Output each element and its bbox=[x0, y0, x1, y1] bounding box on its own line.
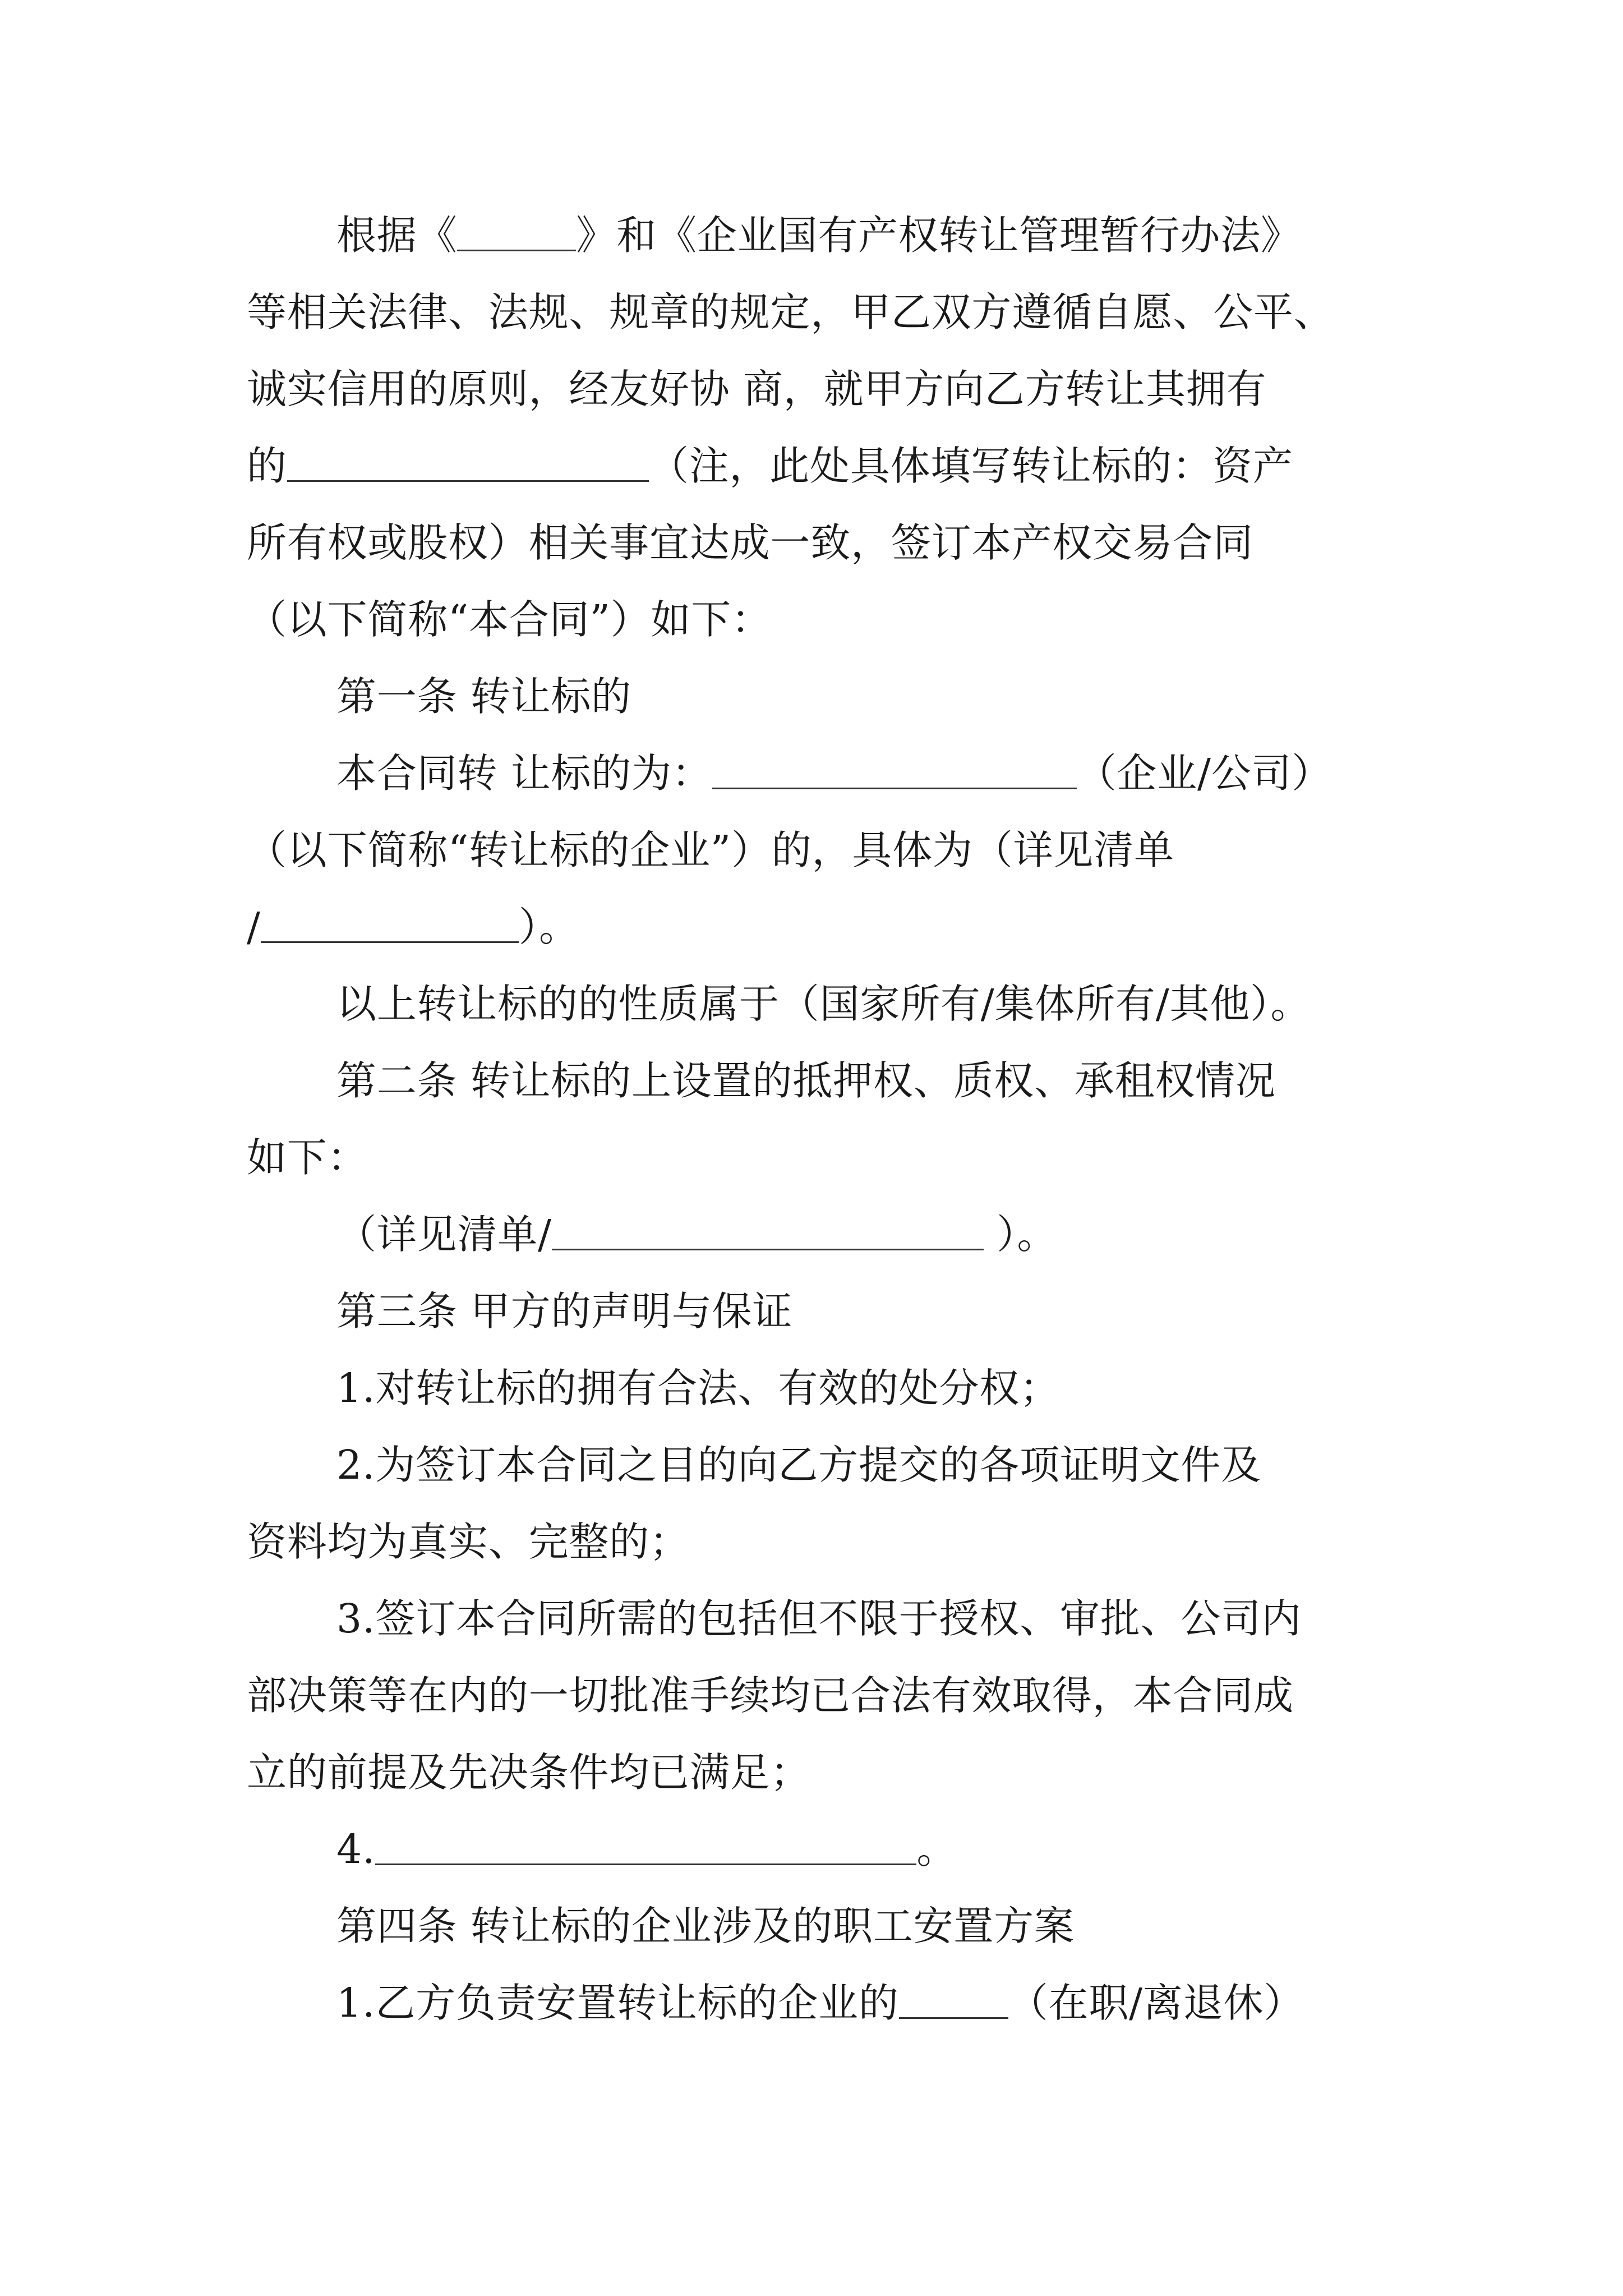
text-segment: （在职/离退休） bbox=[1008, 1980, 1304, 2026]
blank-underline bbox=[712, 753, 1077, 789]
paragraph-line bbox=[247, 902, 579, 953]
blank-underline bbox=[899, 1982, 1008, 2019]
paragraph-line bbox=[336, 1594, 1302, 1644]
text-segment: 所有权或股权）相关事宜达成一致，签订本产权交易合同 bbox=[247, 519, 1254, 566]
paragraph-line bbox=[336, 979, 1311, 1029]
blank-underline bbox=[287, 445, 649, 482]
text-segment: 资料均为真实、完整的； bbox=[247, 1519, 690, 1565]
paragraph-line bbox=[247, 1671, 1294, 1721]
text-segment: 1.对转让标的拥有合法、有效的处分权； bbox=[336, 1365, 1060, 1411]
text-segment: 2.为签订本合同之目的向乙方提交的各项证明文件及 bbox=[336, 1442, 1261, 1488]
paragraph-line bbox=[247, 1133, 367, 1183]
paragraph-line bbox=[336, 210, 1301, 261]
text-segment: 》和《企业国有产权转让管理暂行办法》 bbox=[576, 212, 1301, 259]
text-segment: 如下： bbox=[247, 1134, 368, 1181]
text-segment: 诚实信用的原则，经友好协 商，就甲方向乙方转让其拥有 bbox=[247, 366, 1267, 412]
paragraph-line bbox=[336, 748, 1332, 799]
text-segment: （以下简称“转让标的企业”）的，具体为（详见清单 bbox=[247, 827, 1174, 873]
text-segment: 4. bbox=[336, 1826, 376, 1872]
blank-underline bbox=[552, 1214, 984, 1250]
paragraph-line bbox=[247, 518, 1253, 568]
paragraph-line bbox=[336, 1978, 1304, 2028]
paragraph-line bbox=[247, 595, 772, 645]
text-segment: 的 bbox=[247, 443, 287, 489]
paragraph-line bbox=[336, 1824, 957, 1875]
section-heading bbox=[336, 1056, 1276, 1106]
text-segment: （企业/公司） bbox=[1076, 750, 1332, 797]
text-segment: 第一条 转让标的 bbox=[336, 673, 631, 720]
text-segment: （注，此处具体填写转让标的：资产 bbox=[648, 443, 1293, 489]
text-segment: 部决策等在内的一切批准手续均已合法有效取得，本合同成 bbox=[247, 1672, 1294, 1719]
paragraph-line bbox=[247, 287, 1334, 338]
text-segment: 根据《 bbox=[336, 212, 458, 259]
section-heading bbox=[336, 1286, 792, 1337]
text-segment: （以下简称“本合同”）如下： bbox=[247, 596, 772, 643]
text-segment: 以上转让标的的性质属于（国家所有/集体所有/其他）。 bbox=[336, 981, 1311, 1027]
paragraph-line bbox=[247, 1517, 690, 1567]
paragraph-line bbox=[336, 1209, 1057, 1260]
text-segment: 第二条 转让标的上设置的抵押权、质权、承租权情况 bbox=[336, 1057, 1276, 1104]
text-segment: ）。 bbox=[983, 1211, 1058, 1258]
text-segment: 等相关法律、法规、规章的规定，甲乙双方遵循自愿、公平、 bbox=[247, 289, 1334, 335]
paragraph-line bbox=[247, 825, 1174, 876]
blank-underline bbox=[457, 215, 576, 251]
text-segment: （详见清单/ bbox=[336, 1211, 552, 1258]
paragraph-line bbox=[336, 1363, 1060, 1414]
text-segment: 1.乙方负责安置转让标的企业的 bbox=[336, 1980, 899, 2026]
paragraph-line bbox=[247, 1747, 810, 1798]
section-heading bbox=[336, 1901, 1075, 1952]
text-segment: / bbox=[247, 904, 261, 950]
text-segment: 第四条 转让标的企业涉及的职工安置方案 bbox=[336, 1903, 1075, 1949]
text-segment: 立的前提及先决条件均已满足； bbox=[247, 1749, 811, 1796]
text-segment: 。 bbox=[916, 1826, 957, 1872]
text-segment: 3.签订本合同所需的包括但不限于授权、审批、公司内 bbox=[336, 1595, 1302, 1642]
blank-underline bbox=[261, 907, 519, 943]
section-heading bbox=[336, 671, 631, 722]
paragraph-line bbox=[247, 441, 1293, 491]
text-segment: 本合同转 让标的为： bbox=[336, 750, 712, 797]
paragraph-line bbox=[336, 1440, 1261, 1490]
text-segment: ）。 bbox=[518, 904, 579, 950]
text-segment: 第三条 甲方的声明与保证 bbox=[336, 1288, 793, 1335]
blank-underline bbox=[375, 1829, 916, 1865]
paragraph-line bbox=[247, 364, 1266, 415]
